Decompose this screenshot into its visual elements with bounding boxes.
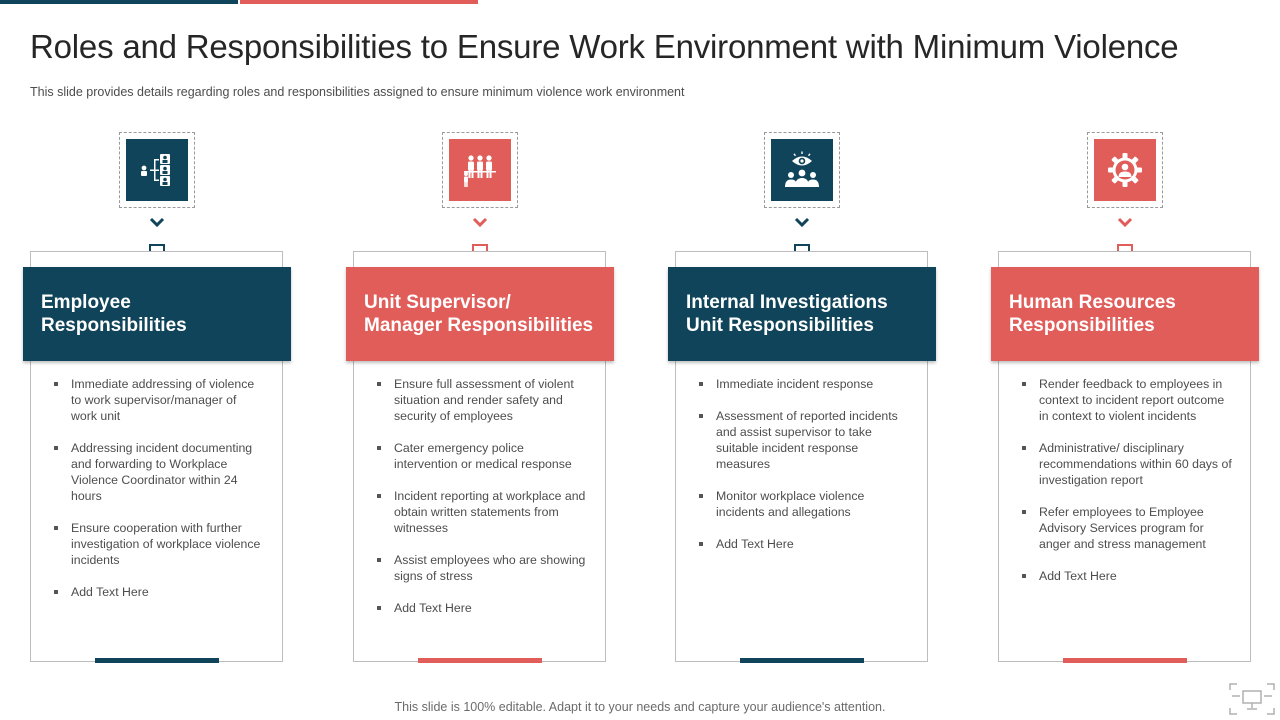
card-heading-line: Employee xyxy=(41,292,131,313)
card-bottom-accent xyxy=(95,658,219,663)
card-heading xyxy=(668,267,936,361)
bullet-list xyxy=(376,376,588,632)
list-item: Immediate addressing of violence to work supervisor/manager of work unit xyxy=(53,376,265,424)
list-item: Ensure full assessment of violent situation and render safety and security of employees xyxy=(376,376,588,424)
card-heading-line: Human Resources xyxy=(1009,292,1176,313)
chevron-down-icon xyxy=(792,216,812,230)
org-chart-icon xyxy=(126,139,188,201)
list-item: Cater emergency police intervention or medical response xyxy=(376,440,588,472)
top-accent-bar-navy xyxy=(0,0,238,4)
list-item: Assist employees who are showing signs of stress xyxy=(376,552,588,584)
footer-note: This slide is 100% editable. Adapt it to your needs and capture your audience's attention. xyxy=(394,700,886,714)
icon-frame xyxy=(119,132,195,208)
list-item: Add Text Here xyxy=(698,536,910,552)
list-item: Add Text Here xyxy=(376,600,588,616)
card-bottom-accent xyxy=(740,658,864,663)
list-item: Render feedback to employees in context to incident report outcome in context to violent incidents xyxy=(1021,376,1233,424)
top-accent-bar-red xyxy=(240,0,478,4)
presentation-screen-icon xyxy=(1228,682,1276,716)
list-item: Incident reporting at workplace and obtain written statements from witnesses xyxy=(376,488,588,536)
list-item: Administrative/ disciplinary recommendations within 60 days of investigation report xyxy=(1021,440,1233,488)
icon-frame xyxy=(1087,132,1163,208)
card-heading xyxy=(346,267,614,361)
slide-subtitle: This slide provides details regarding roles and responsibilities assigned to ensure minimum violence work environment xyxy=(30,85,685,99)
column-unit-supervisor xyxy=(346,132,614,664)
icon-frame xyxy=(764,132,840,208)
list-item: Ensure cooperation with further investigation of workplace violence incidents xyxy=(53,520,265,568)
card-heading-line: Unit Supervisor/ xyxy=(364,292,511,313)
eye-people-icon xyxy=(771,139,833,201)
list-item: Add Text Here xyxy=(1021,568,1233,584)
slide-title: Roles and Responsibilities to Ensure Work Environment with Minimum Violence xyxy=(30,28,1179,65)
bullet-list xyxy=(1021,376,1233,600)
chevron-down-icon xyxy=(147,216,167,230)
list-item: Immediate incident response xyxy=(698,376,910,392)
icon-frame xyxy=(442,132,518,208)
card-bottom-accent xyxy=(1063,658,1187,663)
card-heading-line: Responsibilities xyxy=(1009,315,1155,336)
bullet-list xyxy=(698,376,910,568)
column-employee xyxy=(23,132,291,664)
list-item: Assessment of reported incidents and assist supervisor to take suitable incident response measures xyxy=(698,408,910,472)
list-item: Monitor workplace violence incidents and allegations xyxy=(698,488,910,520)
card-heading-line: Internal Investigations xyxy=(686,292,888,313)
card-heading-line: Unit Responsibilities xyxy=(686,315,874,336)
chevron-down-icon xyxy=(470,216,490,230)
list-item: Refer employees to Employee Advisory Services program for anger and stress management xyxy=(1021,504,1233,552)
card-heading xyxy=(991,267,1259,361)
card-bottom-accent xyxy=(418,658,542,663)
list-item: Addressing incident documenting and forwarding to Workplace Violence Coordinator within 24 hours xyxy=(53,440,265,504)
column-human-resources xyxy=(991,132,1259,664)
card-heading-line: Manager Responsibilities xyxy=(364,315,594,336)
bullet-list xyxy=(53,376,265,616)
list-item: Add Text Here xyxy=(53,584,265,600)
card-heading-line: Responsibilities xyxy=(41,315,187,336)
card-heading xyxy=(23,267,291,361)
chevron-down-icon xyxy=(1115,216,1135,230)
gear-person-icon xyxy=(1094,139,1156,201)
team-group-icon xyxy=(449,139,511,201)
column-internal-investigations xyxy=(668,132,936,664)
